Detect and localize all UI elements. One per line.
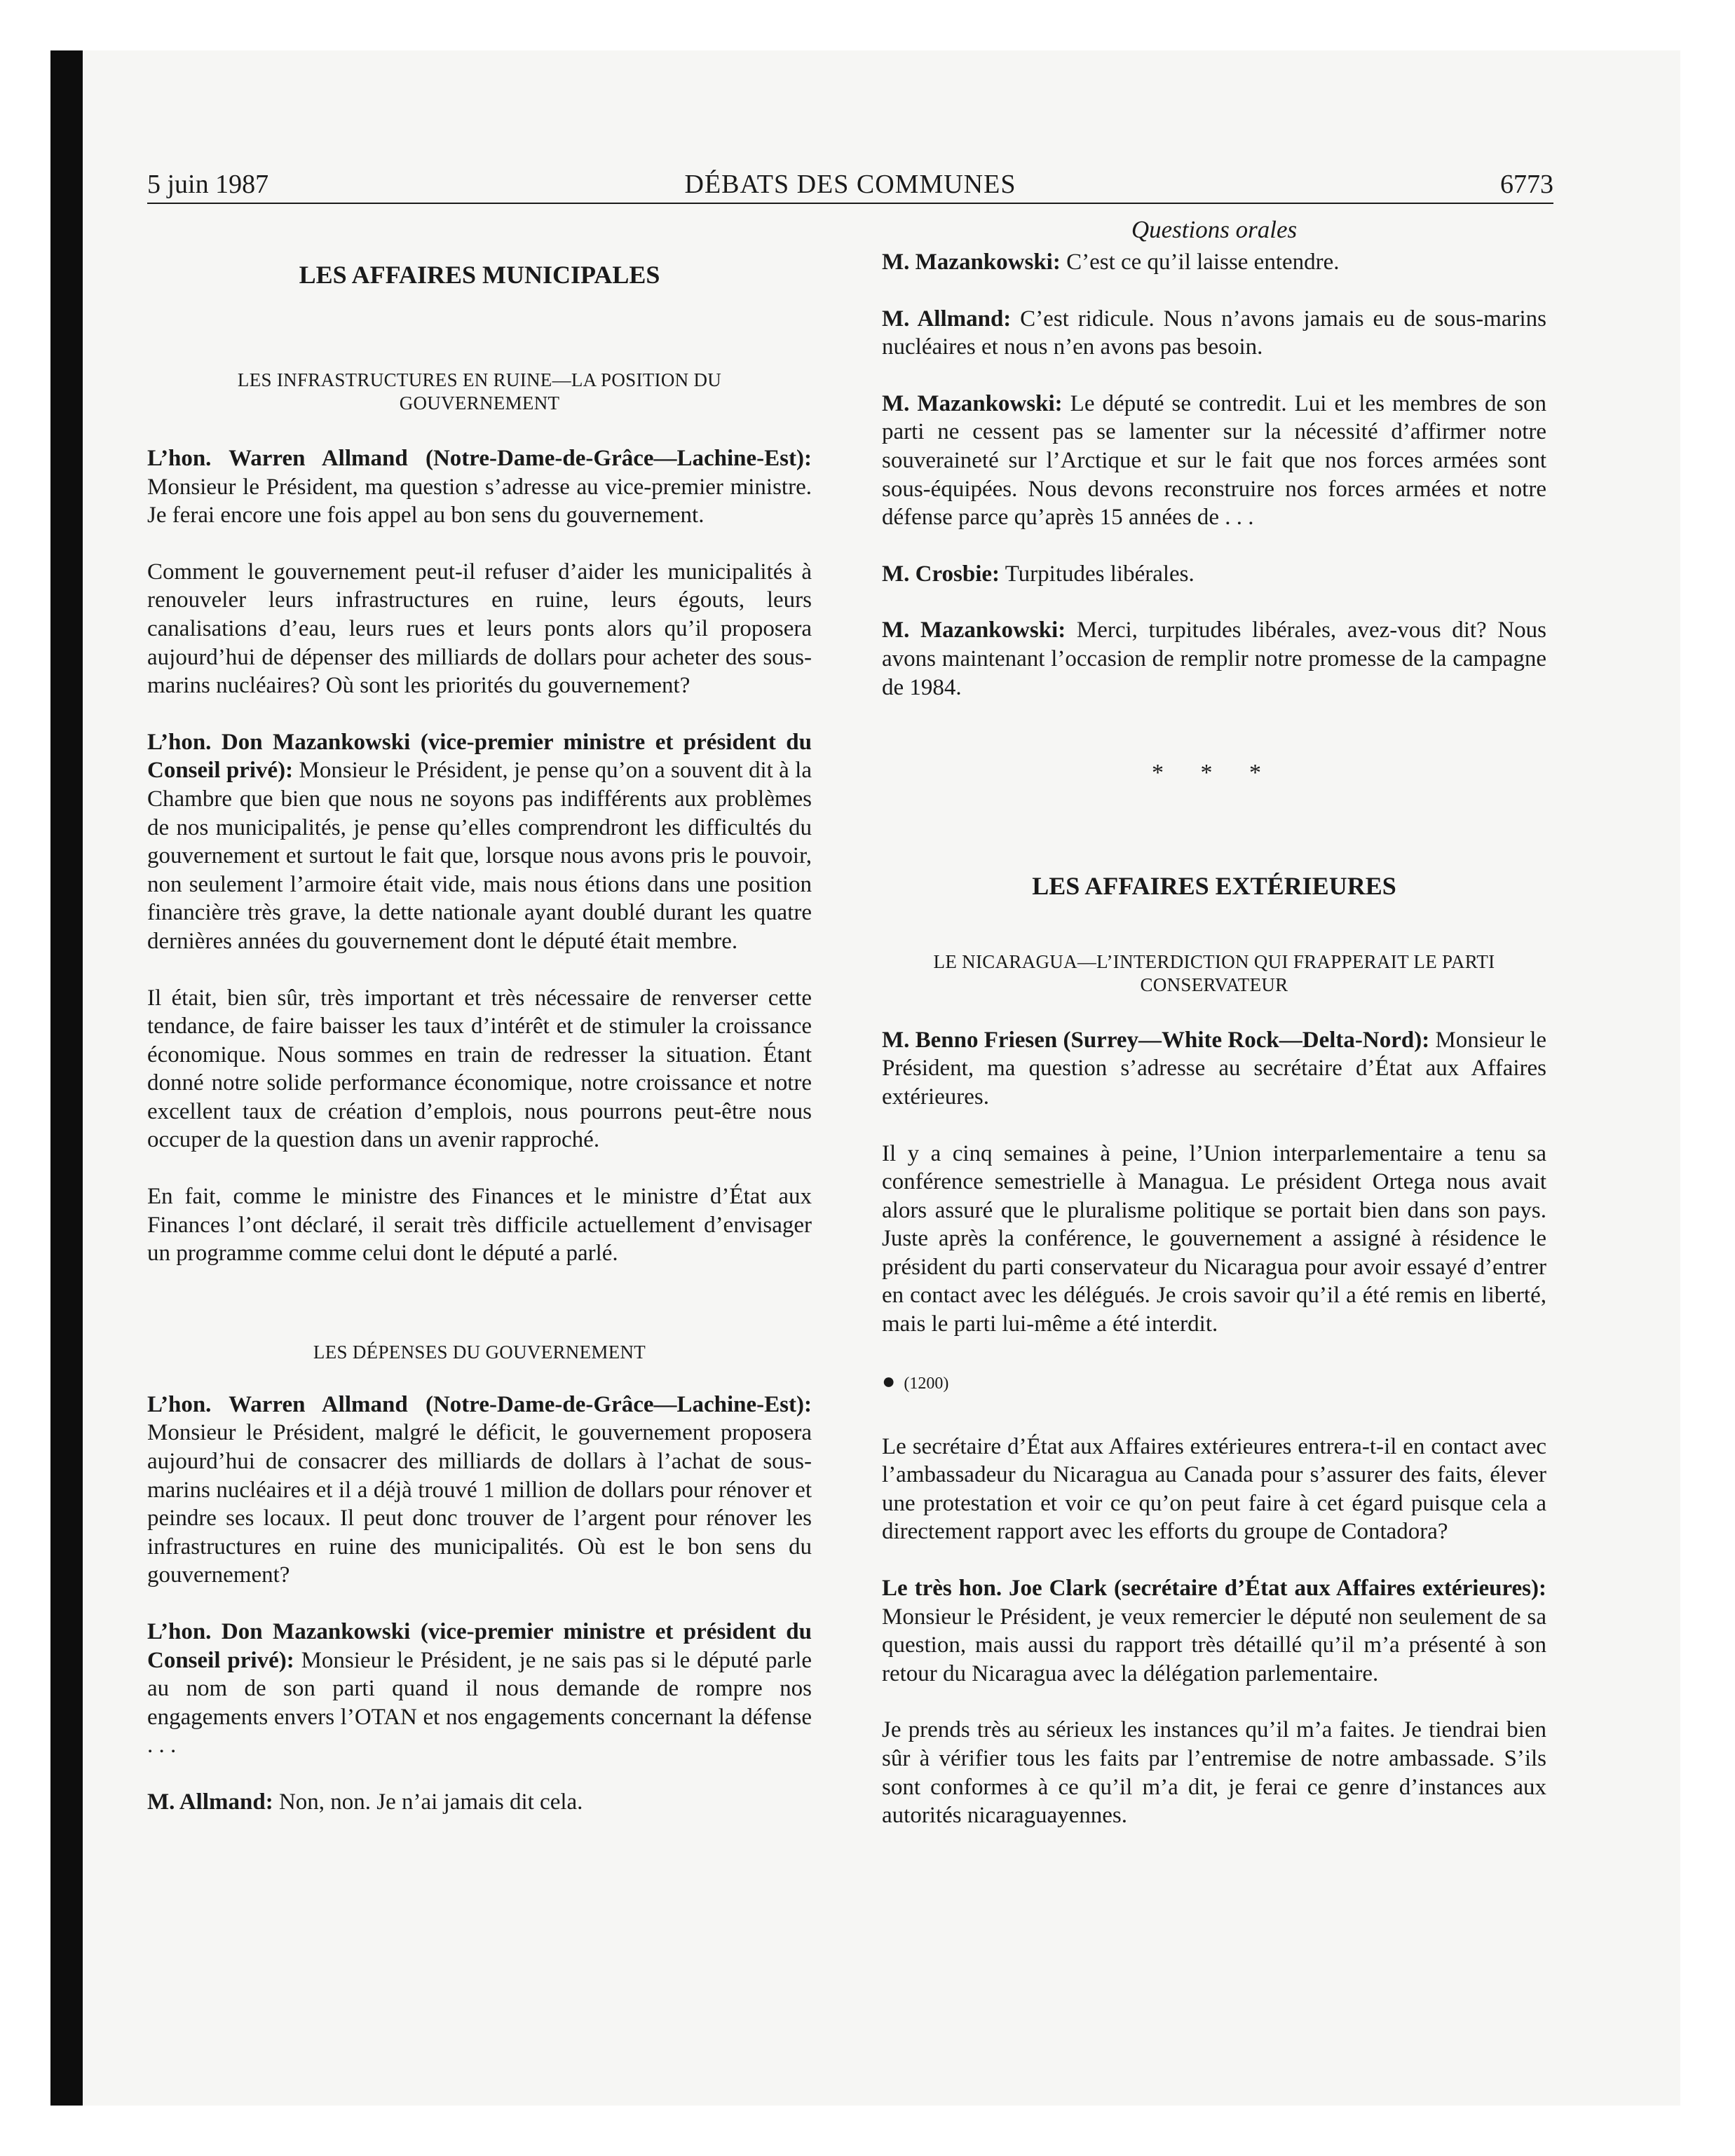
speech-text: Monsieur le Président, ma question s’adresse au vice-premier ministre. Je ferai encore une fois appel au bon sens du gouvernement.: [147, 474, 812, 528]
speaker: M. Benno Friesen (Surrey—White Rock—Delta-Nord):: [882, 1027, 1430, 1053]
paragraph: [147, 1618, 812, 1760]
header-rule: [147, 203, 1553, 204]
speaker: M. Crosbie:: [882, 561, 1000, 587]
section-title-municipal: LES AFFAIRES MUNICIPALES: [299, 261, 660, 289]
speech-text: C’est ridicule. Nous n’avons jamais eu de sous-marins nucléaires et nous n’en avons pas besoin.: [882, 306, 1546, 360]
speech-text: Turpitudes libérales.: [1005, 561, 1195, 587]
speaker: M. Mazankowski:: [882, 390, 1063, 416]
paragraph: [882, 1026, 1546, 1112]
subhead-infrastructure: LES INFRASTRUCTURES EN RUINE—LA POSITION DU GOUVERNEMENT: [237, 369, 722, 414]
bullet-icon: ●: [882, 1367, 896, 1393]
speech-text: Comment le gouvernement peut-il refuser d’aider les municipalités à renouveler leurs infrastructures en ruine, leurs égouts, leurs canalisations d’eau, leurs rues et leurs ponts alors qu’il proposera aujourd’hui de dépenser des milliards de dollars pour acheter des sous-marins nucléaires? Où sont les priorités du gouvernement?: [147, 559, 812, 699]
time-marker: [882, 1367, 1546, 1398]
speech-text: Monsieur le Président, je veux remercier le député non seulement de sa question, mais aussi du rapport très détaillé qu’il m’a présenté à son retour du Nicaragua avec la délégation parlementaire.: [882, 1604, 1546, 1686]
right-column: [882, 210, 1546, 1830]
speaker: M. Mazankowski:: [882, 618, 1066, 643]
speech-text: Il était, bien sûr, très important et très nécessaire de renverser cette tendance, de faire baisser les taux d’intérêt et de stimuler la croissance économique. Nous sommes en train de redresser la situation. Étant donné notre solide performance économique, notre croissance et notre excellent taux de création d’emplois, nous pourrons peut-être nous occuper de la question dans un avenir rapproché.: [147, 985, 812, 1153]
subhead-nicaragua: LE NICARAGUA—L’INTERDICTION QUI FRAPPERAIT LE PARTI CONSERVATEUR: [933, 950, 1495, 995]
paragraph: [147, 1788, 812, 1817]
speech-text: Monsieur le Président, je pense qu’on a souvent dit à la Chambre que bien que nous ne soyons pas indifférents aux problèmes de nos municipalités, je pense qu’elles comprendront les difficultés du gouvernement et surtout le fait que, lorsque nous avons pris le pouvoir, non seulement l’armoire était vide, mais nous étions dans une position financière très grave, la dette nationale ayant doublé durant les quatre dernières années du gouvernement dont le député était membre.: [147, 758, 812, 954]
paragraph: [882, 616, 1546, 702]
paragraph: [147, 444, 812, 530]
paragraph: [147, 728, 812, 956]
paragraph: [147, 558, 812, 700]
paragraph: [882, 560, 1546, 589]
scan-edge-bar: [50, 50, 83, 2106]
left-column: [147, 210, 812, 1817]
paragraph: [147, 1391, 812, 1590]
speech-text: Le député se contredit. Lui et les membres de son parti ne cessent pas se lamenter sur la nécessité d’affirmer notre souveraineté sur l’Arctique et sur le fait que nos forces armées sont sous-équipées. Nous devons reconstruire nos forces armées et notre défense parce qu’après 15 années de . . .: [882, 390, 1547, 531]
paragraph: [882, 248, 1546, 277]
time-marker-text: (1200): [904, 1374, 949, 1393]
page-header: [147, 164, 1553, 205]
speech-text: Je prends très au sérieux les instances qu’il m’a faites. Je tiendrai bien sûr à vérifier tous les faits par l’entremise de notre ambassade. S’ils sont conformes à ce qu’il m’a dit, je ferai ce genre d’instances aux autorités nicaraguayennes.: [882, 1717, 1546, 1829]
speech-text: Monsieur le Président, malgré le déficit, le gouvernement proposera aujourd’hui de consacrer des milliards de dollars à l’achat de sous-marins nucléaires et il a déjà trouvé 1 million de dollars pour rénover et peindre ses locaux. Il peut donc trouver de l’argent pour rénover les infrastructures en ruine des municipalités. Où est le bon sens du gouvernement?: [147, 1420, 812, 1588]
speech-text: Il y a cinq semaines à peine, l’Union interparlementaire a tenu sa conférence semestrielle à Managua. Le président Ortega nous avait alors assuré que le pluralisme politique se portait bien dans son pays. Juste après la conférence, le gouvernement a assigné à résidence le président du parti conservateur du Nicaragua pour avoir essayé d’entrer en contact avec les délégués. Je crois savoir qu’il a été remis en liberté, mais le parti lui-même a été interdit.: [882, 1140, 1546, 1337]
speaker: L’hon. Don Mazankowski (vice-premier ministre et président du Conseil privé):: [147, 1619, 812, 1673]
paragraph: [882, 1716, 1546, 1829]
paragraph: [882, 1433, 1546, 1546]
paragraph: [147, 1182, 812, 1268]
paragraph: [882, 1574, 1546, 1688]
running-head: Questions orales: [1131, 216, 1298, 243]
speaker: L’hon. Warren Allmand (Notre-Dame-de-Grâce—Lachine-Est):: [147, 1391, 812, 1417]
paragraph: [882, 1140, 1546, 1339]
speech-text: C’est ce qu’il laisse entendre.: [1066, 250, 1340, 275]
paragraph: [147, 984, 812, 1155]
speech-text: Monsieur le Président, je ne sais pas si le député parle au nom de son parti quand il nous demande de rompre nos engagements envers l’OTAN et nos engagements concernant la défense . . .: [147, 1647, 812, 1759]
section-title-external: LES AFFAIRES EXTÉRIEURES: [1032, 871, 1396, 900]
speaker: L’hon. Don Mazankowski (vice-premier ministre et président du Conseil privé):: [147, 729, 812, 784]
speech-text: Le secrétaire d’État aux Affaires extérieures entrera-t-il en contact avec l’ambassadeur du Nicaragua au Canada pour s’assurer des faits, élever une protestation et voir ce qu’on peut faire à cet égard puisque cela a directement rapport avec les efforts du groupe de Contadora?: [882, 1433, 1546, 1545]
speech-text: Non, non. Je n’ai jamais dit cela.: [278, 1789, 583, 1815]
paragraph: [882, 305, 1546, 362]
section-separator: * * *: [1152, 760, 1277, 786]
speaker: L’hon. Warren Allmand (Notre-Dame-de-Grâce—Lachine-Est):: [147, 446, 812, 471]
header-date: 5 juin 1987: [147, 170, 269, 199]
speaker: Le très hon. Joe Clark (secrétaire d’État aux Affaires extérieures):: [882, 1576, 1546, 1602]
subhead-spending: LES DÉPENSES DU GOUVERNEMENT: [313, 1341, 646, 1363]
paragraph: [882, 390, 1546, 532]
speech-text: En fait, comme le ministre des Finances et le ministre d’État aux Finances l’ont déclaré, il serait très difficile actuellement d’envisager un programme comme celui dont le député a parlé.: [147, 1184, 812, 1267]
header-publication: DÉBATS DES COMMUNES: [684, 170, 1016, 199]
speech-text: Merci, turpitudes libérales, avez-vous dit? Nous avons maintenant l’occasion de remplir notre promesse de la campagne de 1984.: [882, 618, 1546, 700]
header-page-number: 6773: [1500, 170, 1553, 199]
speaker: M. Allmand:: [882, 306, 1012, 332]
speaker: M. Allmand:: [147, 1789, 273, 1815]
speech-text: Monsieur le Président, ma question s’adresse au secrétaire d’État aux Affaires extérieures.: [882, 1027, 1547, 1110]
speaker: M. Mazankowski:: [882, 250, 1061, 275]
